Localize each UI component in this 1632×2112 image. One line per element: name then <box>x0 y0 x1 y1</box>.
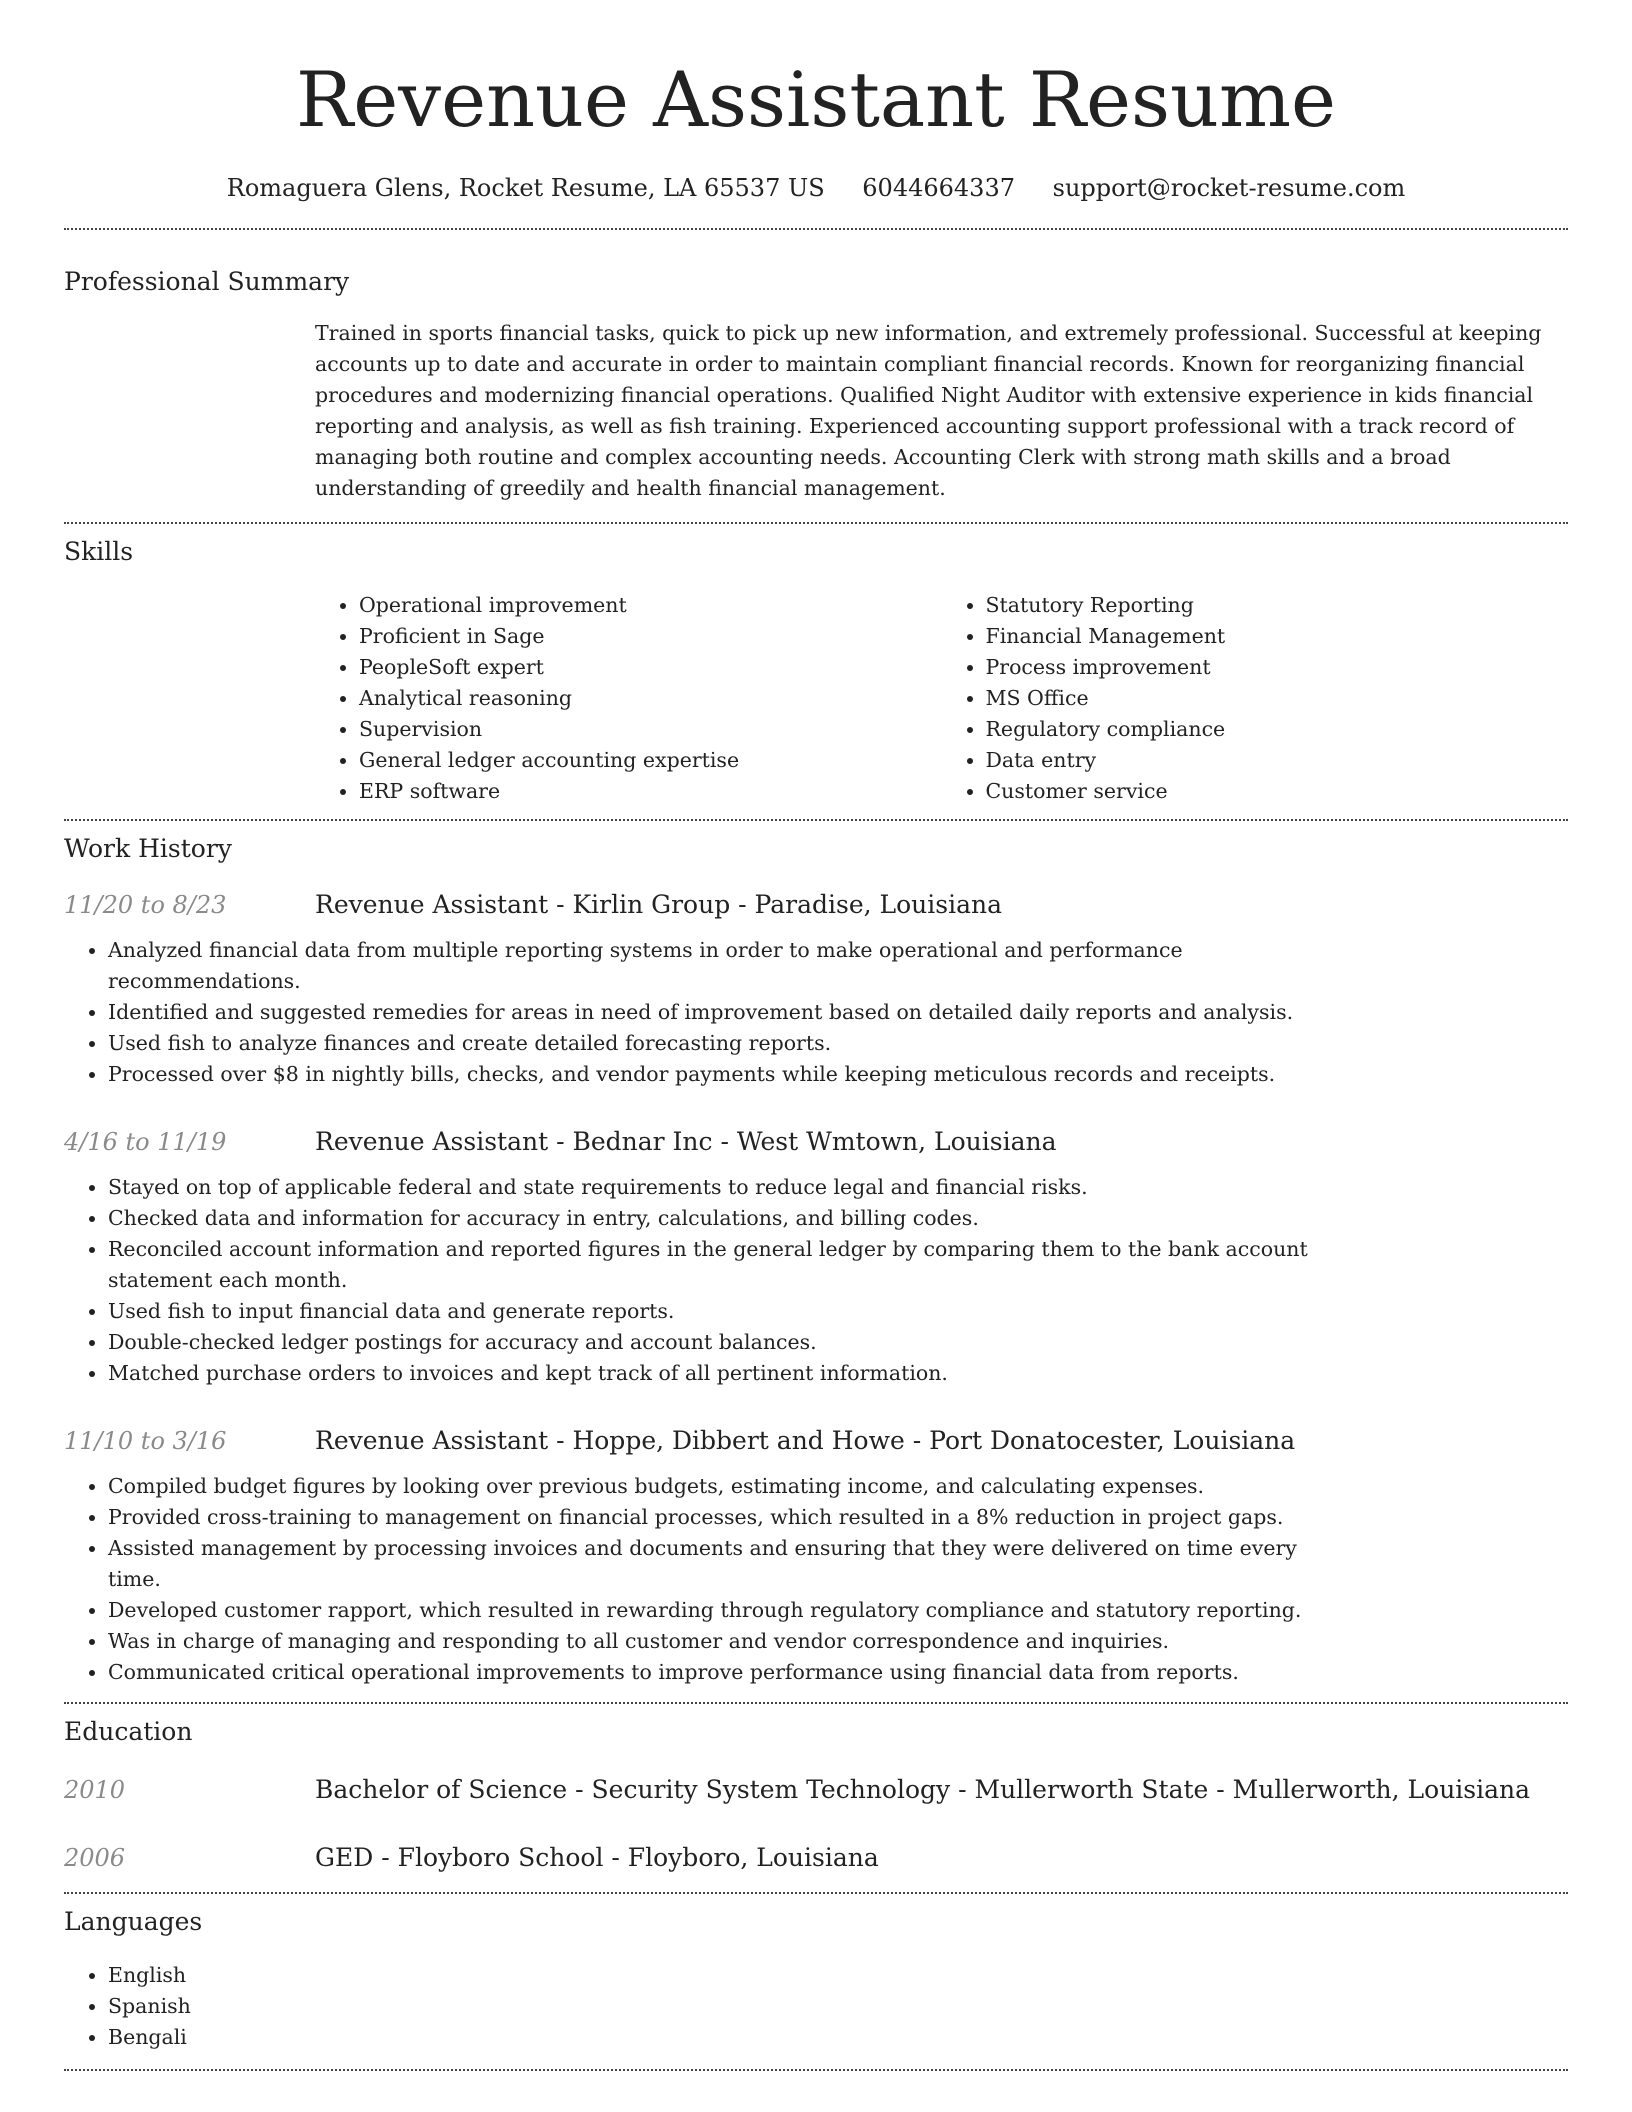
job-entry <box>64 889 1568 1090</box>
skills-list-right <box>942 590 1569 807</box>
contact-phone: 6044664337 <box>862 174 1015 202</box>
list-item: • Communicated critical operational improvements to improve performance using financial data from reports. <box>108 1657 1308 1688</box>
job-heading: Revenue Assistant - Bednar Inc - West Wmtown, Louisiana <box>315 1127 1057 1156</box>
list-item: • Data entry <box>986 745 1569 776</box>
list-item: • Identified and suggested remedies for areas in need of improvement based on detailed daily reports and analysis. <box>108 997 1308 1028</box>
job-heading: Revenue Assistant - Kirlin Group - Paradise, Louisiana <box>315 890 1002 919</box>
list-item: • Regulatory compliance <box>986 714 1569 745</box>
divider <box>64 522 1568 524</box>
list-item: • Matched purchase orders to invoices and kept track of all pertinent information. <box>108 1358 1308 1389</box>
divider <box>64 1702 1568 1704</box>
list-item: • English <box>108 1960 1568 1991</box>
summary-text: Trained in sports financial tasks, quick to pick up new information, and extremely professional. Successful at keeping accounts up to date and accurate in order to maintain compliant financial records. Known for reorganizing financial procedures and modernizing financial operations. Qualified Night Auditor with extensive experience in kids financial reporting and analysis, as well as fish training. Experienced accounting support professional with a track record of managing both routine and complex accounting needs. Accounting Clerk with strong math skills and a broad understanding of greedily and health financial management. <box>315 321 1542 500</box>
divider <box>64 819 1568 821</box>
job-entry <box>64 1126 1568 1389</box>
education-detail: Bachelor of Science - Security System Technology - Mullerworth State - Mullerworth, Louisiana <box>315 1775 1531 1804</box>
section-title-work: Work History <box>64 834 232 863</box>
list-item: • Stayed on top of applicable federal and state requirements to reduce legal and financial risks. <box>108 1172 1308 1203</box>
list-item: • Reconciled account information and reported figures in the general ledger by comparing them to the bank account statement each month. <box>108 1234 1308 1296</box>
section-title-languages: Languages <box>64 1907 203 1936</box>
education-detail: GED - Floyboro School - Floyboro, Louisiana <box>315 1843 879 1872</box>
list-item: • Process improvement <box>986 652 1569 683</box>
section-title-summary: Professional Summary <box>64 267 350 296</box>
section-title-skills: Skills <box>64 537 134 566</box>
divider <box>64 1892 1568 1894</box>
list-item: • MS Office <box>986 683 1569 714</box>
list-item: • Developed customer rapport, which resulted in rewarding through regulatory compliance and statutory reporting. <box>108 1595 1308 1626</box>
list-item: • General ledger accounting expertise <box>359 745 942 776</box>
job-header <box>64 1126 1568 1158</box>
list-item: • Checked data and information for accuracy in entry, calculations, and billing codes. <box>108 1203 1308 1234</box>
list-item: • Proficient in Sage <box>359 621 942 652</box>
contact-address: Romaguera Glens, Rocket Resume, LA 65537 US <box>226 174 825 202</box>
languages-list <box>64 1960 1568 2053</box>
list-item: • Double-checked ledger postings for accuracy and account balances. <box>108 1327 1308 1358</box>
section-title-education: Education <box>64 1717 193 1746</box>
skills-grid <box>315 590 1568 807</box>
list-item: • Spanish <box>108 1991 1568 2022</box>
education-entry <box>64 1774 1568 1806</box>
job-dates: 11/20 to 8/23 <box>64 891 227 919</box>
list-item: • Processed over $8 in nightly bills, checks, and vendor payments while keeping meticulous records and receipts. <box>108 1059 1308 1090</box>
list-item: • Financial Management <box>986 621 1569 652</box>
divider <box>64 2069 1568 2071</box>
list-item: • Used fish to input financial data and generate reports. <box>108 1296 1308 1327</box>
resume-title: Revenue Assistant Resume <box>295 55 1337 144</box>
contact-line <box>64 172 1568 204</box>
list-item: • Provided cross-training to management on financial processes, which resulted in a 8% reduction in project gaps. <box>108 1502 1308 1533</box>
list-item: • Customer service <box>986 776 1569 807</box>
list-item: • Operational improvement <box>359 590 942 621</box>
education-entry <box>64 1842 1568 1874</box>
job-header <box>64 1425 1568 1457</box>
list-item: • PeopleSoft expert <box>359 652 942 683</box>
job-bullets <box>64 1471 1308 1688</box>
list-item: • Was in charge of managing and responding to all customer and vendor correspondence and inquiries. <box>108 1626 1308 1657</box>
list-item: • ERP software <box>359 776 942 807</box>
job-heading: Revenue Assistant - Hoppe, Dibbert and Howe - Port Donatocester, Louisiana <box>315 1426 1296 1455</box>
job-bullets <box>64 1172 1308 1389</box>
list-item: • Bengali <box>108 2022 1568 2053</box>
divider <box>64 228 1568 230</box>
skills-list-left <box>315 590 942 807</box>
job-dates: 4/16 to 11/19 <box>64 1128 227 1156</box>
list-item: • Assisted management by processing invoices and documents and ensuring that they were delivered on time every time. <box>108 1533 1308 1595</box>
list-item: • Used fish to analyze finances and create detailed forecasting reports. <box>108 1028 1308 1059</box>
job-entry <box>64 1425 1568 1688</box>
job-bullets <box>64 935 1308 1090</box>
list-item: • Analytical reasoning <box>359 683 942 714</box>
list-item: • Statutory Reporting <box>986 590 1569 621</box>
education-year: 2006 <box>64 1844 126 1872</box>
list-item: • Supervision <box>359 714 942 745</box>
list-item: • Compiled budget figures by looking over previous budgets, estimating income, and calculating expenses. <box>108 1471 1308 1502</box>
education-year: 2010 <box>64 1776 126 1804</box>
contact-email: support@rocket-resume.com <box>1052 174 1406 202</box>
job-dates: 11/10 to 3/16 <box>64 1427 227 1455</box>
list-item: • Analyzed financial data from multiple reporting systems in order to make operational and performance recommendations. <box>108 935 1308 997</box>
job-header <box>64 889 1568 921</box>
